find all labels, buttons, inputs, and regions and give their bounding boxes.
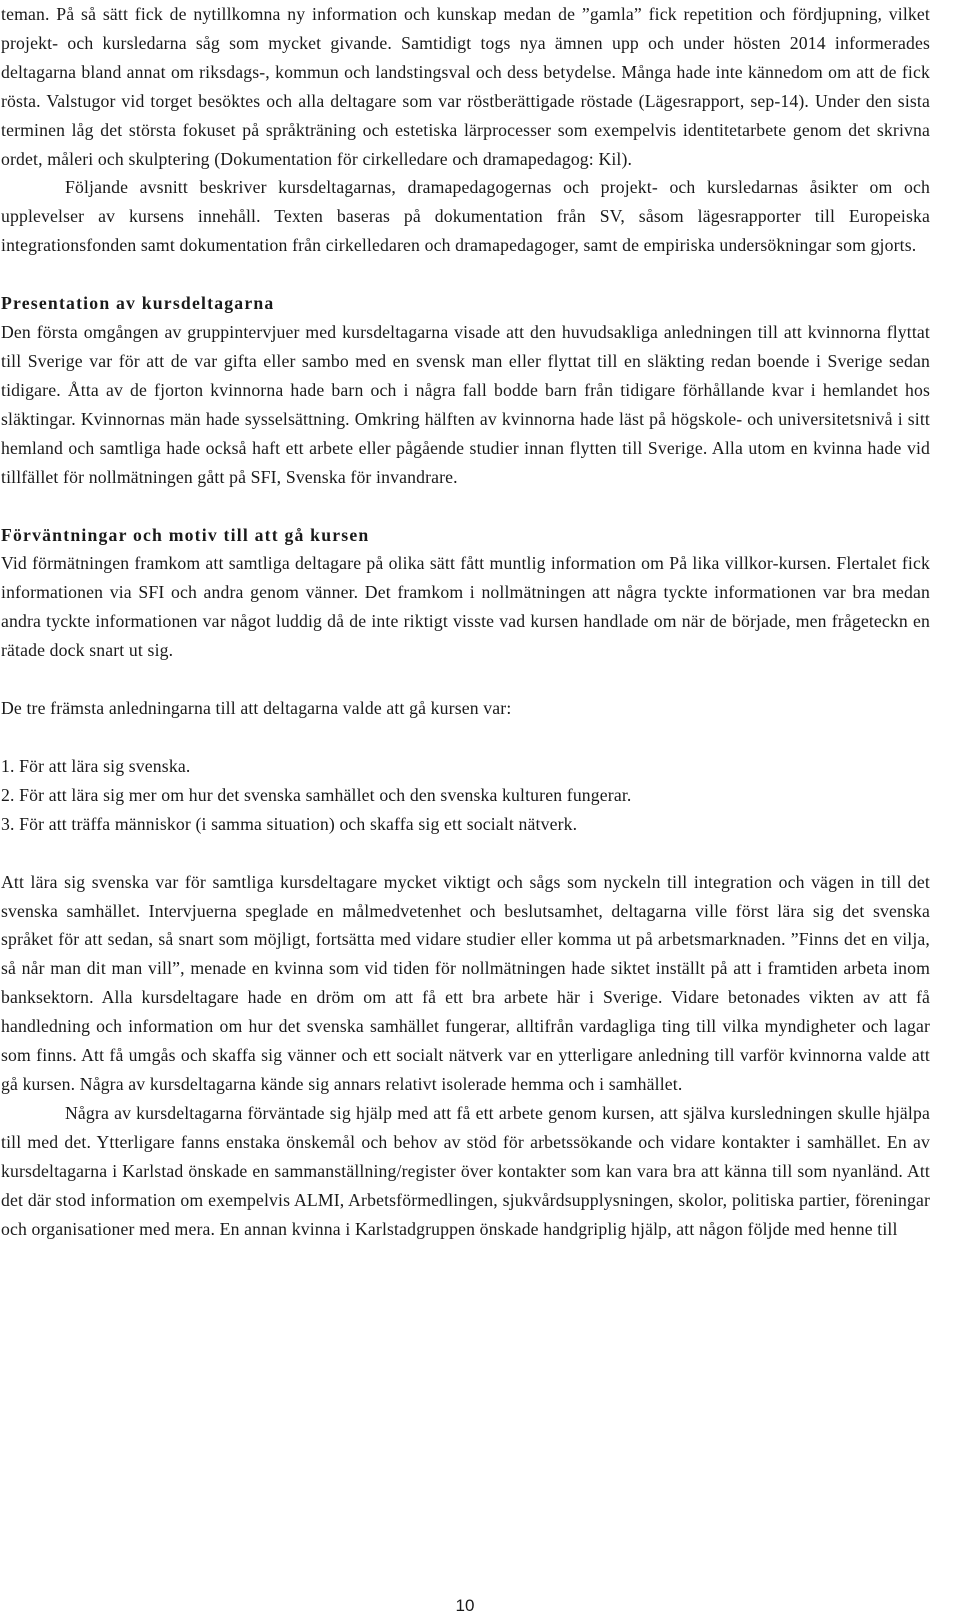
paragraph-reasons-intro: De tre främsta anledningarna till att deltagarna valde att gå kursen var: [1,698,512,719]
paragraph-section-intro: Följande avsnitt beskriver kursdeltagarnas, dramapedagogernas och projekt- och kursledarnas åsikter om och upplevelser av kursens innehåll. Texten baseras på dokumentation från SV, såsom lägesrapporter till Europeiska integrationsfonden samt dokumentation från cirkelledaren och dramapedagoger, samt de empiriska undersökningar som gjorts. [1,177,930,256]
paragraph-learning-swedish: Att lära sig svenska var för samtliga kursdeltagare mycket viktigt och sågs som nyckeln till integration och vägen in till det svenska samhället. Intervjuerna speglade en målmedvetenhet och beslutsamhet, deltagarna ville först lära sig det svenska språket för att sedan, så snart som möjligt, fortsätta med vidare studier eller komma ut på arbetsmarknaden. ”Finns det en vilja, så når man dit man vill”, menade en kvinna som vid tiden för nollmätningen hade siktet inställt på att i framtiden arbeta inom banksektorn. Alla kursdeltagare hade en dröm om att få ett bra arbete här i Sverige. Vidare betonades vikten av att få handledning och information om hur det svenska samhället fungerar, alltifrån vardagliga ting till vilka myndigheter och lagar som finns. Att få umgås och skaffa sig vänner och ett socialt nätverk var en ytterligare anledning till varför kvinnorna valde att gå kursen. Några av kursdeltagarna kände sig annars relativt isolerade hemma och i samhället. [1,871,930,1094]
list-item: 2. För att lära sig mer om hur det svenska samhället och den svenska kulturen fungerar. [1,784,632,805]
spacer [1,492,930,521]
paragraph-participants: Den första omgången av gruppintervjuer med kursdeltagarna visade att den huvudsakliga anledningen till att kvinnorna flyttat till Sverige var för att de var gifta eller sambo med en svensk man eller flyttat till en släkting redan boende i Sverige sedan tidigare. Åtta av de fjorton kvinnorna hade barn och i några fall bodde barn från tidigare förhållande kvar i hemlandet hos släktingar. Kvinnornas män hade sysselsättning. Omkring hälften av kvinnorna hade läst på högskole- och universitetsnivå i sitt hemland och samtliga hade också haft ett arbete eller pågående studier innan flytten till Sverige. Alla utom en kvinna hade vid tillfället för nollmätningen gått på SFI, Svenska för invandrare. [1,322,930,487]
heading-participants: Presentation av kursdeltagarna [1,293,275,314]
heading-expectations: Förväntningar och motiv till att gå kursen [1,524,370,545]
spacer [1,665,930,694]
list-item: 1. För att lära sig svenska. [1,755,191,776]
list-item: 3. För att träffa människor (i samma situation) och skaffa sig ett socialt nätverk. [1,813,578,834]
paragraph-job-expectations: Några av kursdeltagarna förväntade sig hjälp med att få ett arbete genom kursen, att själva kursledningen skulle hjälpa till med det. Ytterligare fanns enstaka önskemål och behov av stöd för arbetssökande och vidare kontakter i samhället. En av kursdeltagarna i Karlstad önskade en sammanställning/register över kontakter som kan vara bra att känna till som nyanländ. Att det där stod information om exempelvis ALMI, Arbetsförmedlingen, sjukvårdsupplysningen, skolor, politiska partier, föreningar och organisationer med mera. En annan kvinna i Karlstadgruppen önskade handgriplig hjälp, att någon följde med henne till [1,1102,930,1239]
reasons-list [1,752,930,839]
spacer [1,723,930,752]
spacer [1,260,930,289]
paragraph-course-content-continued: teman. På så sätt fick de nytillkomna ny information och kunskap medan de ”gamla” fick repetition och fördjupning, vilket projekt- och kursledarna såg som mycket givande. Samtidigt togs nya ämnen upp och under hösten 2014 informerades deltagarna bland annat om riksdags-, kommun och landstingsval och dess betydelse. Många hade inte kännedom om att de fick rösta. Valstugor vid torget besöktes och alla deltagare som var röstberättigade röstade (Lägesrapport, sep-14). Under den sista terminen låg det största fokuset på språkträning och estetiska lärprocesser som exempelvis identitetarbete genom det skrivna ordet, måleri och skulptering (Dokumentation för cirkelledare och dramapedagog: Kil). [1,4,930,169]
spacer [1,839,930,868]
paragraph-expectations: Vid förmätningen framkom att samtliga deltagare på olika sätt fått muntlig information om På lika villkor-kursen. Flertalet fick informationen via SFI och andra genom vänner. Det framkom i nollmätningen att några tyckte informationen var bra medan andra tyckte informationen var något luddig då de inte riktigt visste vad kursen handlade om när de började, men frågeteckn en rätade dock snart ut sig. [1,553,930,661]
page-number: 10 [455,1596,475,1615]
